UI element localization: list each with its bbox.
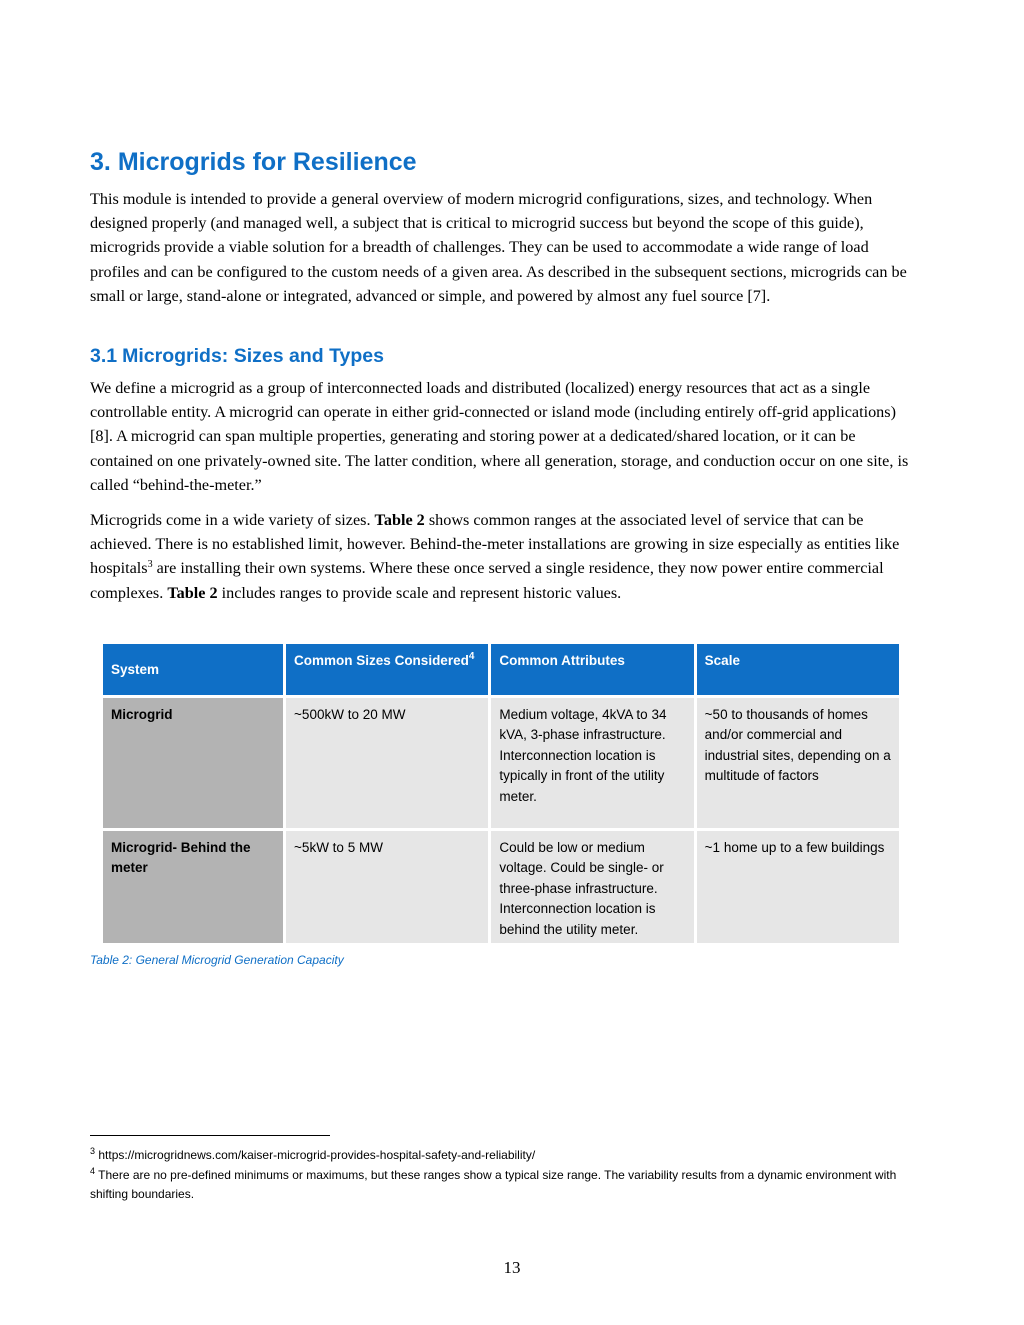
capacity-table [100,641,902,946]
sizes-text-2: shows common ranges at the associated level of service that can be achieved. There is no established limit, however. Behind-the-meter installations are growing in size especially as entities like hospitals [90,511,900,578]
footnote-4 [90,1166,910,1205]
section-number: 3. [90,148,111,176]
table-header-row [103,644,899,695]
header-sizes [286,644,488,695]
sizes-paragraph [90,508,910,605]
header-scale: Scale [697,644,899,695]
page-number: 13 [503,1258,521,1277]
cell-scale: ~1 home up to a few buildings [697,831,899,943]
section-intro-paragraph: This module is intended to provide a general overview of modern microgrid configurations, sizes, and technology. When designed properly (and managed well, a subject that is critical to microgrid success but beyond the scope of this guide), microgrids provide a viable solution for a breadth of challenges. They can be used to accommodate a wide range of load profiles and can be configured to the custom needs of a given area. As described in the subsequent sections, microgrids can be small or large, stand-alone or integrated, advanced or simple, and powered by almost any fuel source [7]. [90,190,907,305]
section-heading [90,148,417,177]
table-reference: Table 2 [167,583,218,602]
header-sizes-label: Common Sizes Considered [294,653,469,668]
cell-sizes: ~500kW to 20 MW [286,698,488,828]
footnote-text: There are no pre-defined minimums or maximums, but these ranges show a typical size range. The variability results from a dynamic environment with shifting boundaries. [90,1167,897,1201]
sizes-text-1: Microgrids come in a wide variety of sizes. [90,511,371,529]
footnote-divider [90,1135,330,1136]
header-system: System [103,644,283,695]
footnote-number: 4 [90,1165,96,1176]
table-reference: Table 2 [374,511,425,529]
cell-scale: ~50 to thousands of homes and/or commercial and industrial sites, depending on a multitude of factors [697,698,899,828]
subsection-number: 3.1 [90,345,118,367]
subsection-heading [90,345,384,368]
sizes-text-3: are installing their own systems. Where these once served a single residence, they now power entire commercial complexes. [90,559,884,602]
footnote-ref-4: 4 [468,651,475,662]
definition-paragraph: We define a microgrid as a group of interconnected loads and distributed (localized) energy resources that act as a single controllable entity. A microgrid can operate in either grid-connected or island mode (including entirely off-grid applications) [8]. A microgrid can span multiple properties, generating and storing power at a dedicated/shared location, or it can be contained on one privately-owned site. The latter condition, where all generation, storage, and conduction occur on one site, is called “behind-the-meter.” [90,379,909,494]
footnote-ref-3: 3 [147,559,153,571]
section-title: Microgrids for Resilience [117,148,417,176]
cell-attributes: Medium voltage, 4kVA to 34 kVA, 3-phase infrastructure. Interconnection location is typically in front of the utility meter. [491,698,693,828]
footnote-number: 3 [90,1146,96,1156]
header-attributes: Common Attributes [491,644,693,695]
subsection-title: Microgrids: Sizes and Types [122,345,384,367]
table-caption: Table 2: General Microgrid Generation Capacity [90,953,344,967]
footnotes [90,1146,910,1205]
footnote-3 [90,1146,910,1166]
table-row [103,831,899,943]
cell-attributes: Could be low or medium voltage. Could be single- or three-phase infrastructure. Interconnection location is behind the utility meter. [491,831,693,943]
sizes-text-4: includes ranges to provide scale and represent historic values. [221,583,622,602]
table-row [103,698,899,828]
footnote-link[interactable]: https://microgridnews.com/kaiser-microgrid-provides-hospital-safety-and-reliability/ [98,1148,536,1162]
cell-sizes: ~5kW to 5 MW [286,831,488,943]
cell-system: Microgrid- Behind the meter [103,831,283,943]
cell-system: Microgrid [103,698,283,828]
